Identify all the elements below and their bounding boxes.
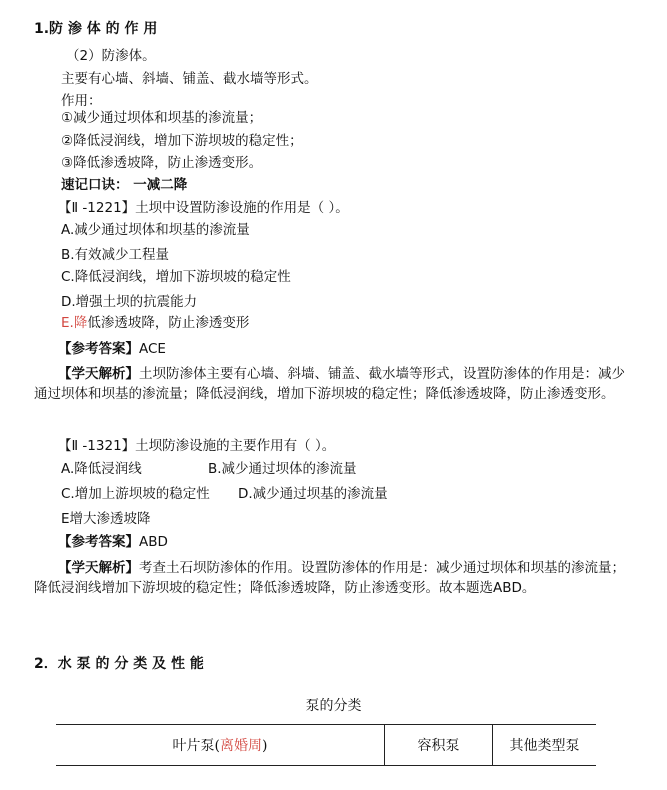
table-cell: 叶片泵(离婚周) (56, 725, 385, 766)
question-code: 【Ⅱ -1221】 (58, 200, 136, 216)
section1-heading: 1.防 渗 体 的 作 用 (34, 21, 158, 37)
effect-label: 作用： (61, 93, 102, 109)
answer-label: 【参考答案】 (58, 341, 139, 357)
answer-2 (58, 532, 168, 552)
option-c: C.增加上游坝坡的稳定性 (61, 486, 210, 502)
analysis-text: 考查土石坝防渗体的作用。设置防渗体的作用是：减少通过坝体和坝基的渗流量；降低浸润线增加下游坝坡的稳定性；降低渗透坡降，防止渗透变形。故本题选ABD。 (34, 560, 625, 596)
option-e (61, 313, 249, 333)
table-cell: 容积泵 (385, 725, 493, 766)
option-c: C.降低浸润线，增加下游坝坡的稳定性 (61, 269, 291, 285)
question-1 (58, 198, 349, 218)
pump-classification-table (56, 724, 596, 766)
option-a: A.减少通过坝体和坝基的渗流量 (61, 222, 250, 238)
effect-item: ②降低浸润线，增加下游坝坡的稳定性； (61, 133, 303, 149)
intro-text: 主要有心墙、斜墙、铺盖、截水墙等形式。 (61, 71, 318, 87)
sub-heading: （2）防渗体。 (66, 48, 156, 64)
analysis-label: 【学天解析】 (58, 560, 139, 576)
mnemonic: 速记口诀： 一减二降 (61, 177, 188, 193)
option-d: D.增强土坝的抗震能力 (61, 294, 198, 310)
analysis-1 (34, 364, 630, 404)
option-a: A.降低浸润线 (61, 461, 142, 477)
question-stem: 土坝中设置防渗设施的作用是（ ）。 (135, 200, 349, 216)
table-cell: 其他类型泵 (493, 725, 597, 766)
answer-value: ABD (139, 534, 168, 550)
option-b: B.减少通过坝体的渗流量 (208, 461, 357, 477)
effect-item: ③降低渗透坡降，防止渗透变形。 (61, 155, 263, 171)
option-e-text: 低渗透坡降，防止渗透变形 (87, 315, 250, 331)
option-e-highlight: 降 (73, 315, 88, 331)
option-e: E增大渗透坡降 (61, 511, 151, 527)
answer-1 (58, 339, 166, 359)
option-d: D.减少通过坝基的渗流量 (238, 486, 388, 502)
highlight-text: 离婚周 (220, 738, 262, 754)
answer-value: ACE (139, 341, 166, 357)
analysis-label: 【学天解析】 (58, 366, 139, 382)
question-code: 【Ⅱ -1321】 (58, 438, 136, 454)
analysis-2 (34, 558, 630, 598)
table-caption: 泵的分类 (305, 698, 362, 714)
option-b: B.有效减少工程量 (61, 247, 170, 263)
effect-item: ①减少通过坝体和坝基的渗流量； (61, 110, 263, 126)
section2-heading: 2．水 泵 的 分 类 及 性 能 (34, 656, 204, 672)
option-e-letter: E. (61, 315, 74, 331)
question-2 (58, 436, 335, 456)
question-stem: 土坝防渗设施的主要作用有（ ）。 (135, 438, 336, 454)
table-row (56, 725, 596, 766)
answer-label: 【参考答案】 (58, 534, 139, 550)
analysis-text: 土坝防渗体主要有心墙、斜墙、铺盖、截水墙等形式，设置防渗体的作用是：减少通过坝体和坝基的渗流量；降低浸润线，增加下游坝坡的稳定性；降低渗透坡降，防止渗透变形。 (34, 366, 625, 402)
